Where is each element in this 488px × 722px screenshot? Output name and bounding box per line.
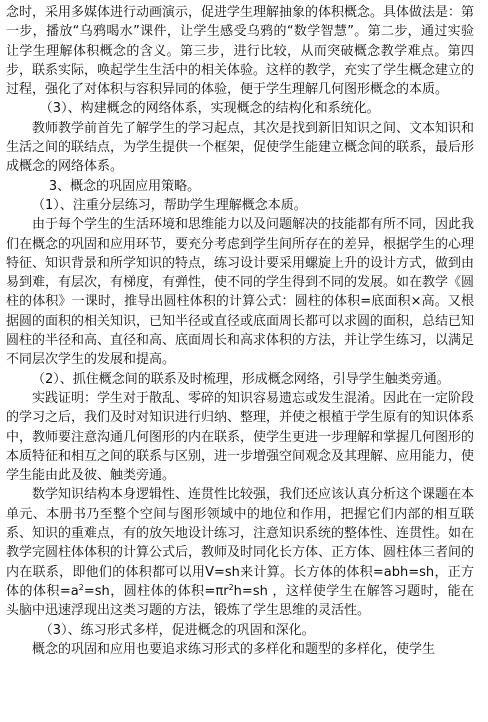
paragraph-multimedia-demo: 念时，采用多媒体进行动画演示，促进学生理解抽象的体积概念。具体做法是：第一步，播放“乌鸦喝水”课件，让学生感受乌鸦的“数学智慧”。第二步，通过实验让学生理解体积概念的含义。第三步，进行比较，从而突破概念教学难点。第四步，联系实际，唤起学生生活中的相关体验。这样的教学，充实了学生概念建立的过程，强化了对体积与容积异同的体验，便于学生理解几何图形概念的本质。 <box>6 5 475 98</box>
superscript-square-2: 2 <box>228 582 234 592</box>
heading-concept-connections: （2）、抓住概念间的联系及时梳理，形成概念网络，引导学生触类旁通。 <box>32 371 450 387</box>
paragraph-knowledge-structure <box>6 485 474 620</box>
volume-text-part-3: h=sh ，这样使学生在解答习题时，能在头脑中迅速浮现出这类习题的方法，锻炼了学生思维的灵活性。 <box>6 583 474 619</box>
heading-concept-network: （3）、构建概念的网络体系，实现概念的结构化和系统化。 <box>39 101 380 117</box>
heading-diverse-practice: （3）、练习形式多样，促进概念的巩固和深化。 <box>39 622 315 638</box>
paragraph-teacher-preparation: 教师教学前首先了解学生的学习起点，其次是找到新旧知识之间、文本知识和生活之间的联结点，为学生提供一个框架，促使学生能建立概念间的联系，最后形成概念的网络体系。 <box>6 120 475 175</box>
volume-text-part-1: 数学知识结构本身逻辑性、连贯性比较强，我们还应该认真分析这个课题在本单元、本册书乃至整个空间与图形领域中的地位和作用，把握它们内部的相互联系、知识的重难点，有的放矢地设计练习，注意知识系统的整体性、连贯性。如在教学完圆柱体体积的计算公式后，教师及时同化长方体、正方体、圆柱体三者间的内在联系，即他们的体积都可以用V=sh来计算。长方体的体积=abh=sh，正方体的体积=a <box>6 487 475 599</box>
paragraph-practice-forms: 概念的巩固和应用也要追求练习形式的多样化和题型的多样化，使学生 <box>32 641 436 657</box>
heading-consolidation-strategy: 3、概念的巩固应用策略。 <box>48 178 201 194</box>
superscript-square-1: 2 <box>78 582 84 592</box>
paragraph-student-differences: 由于每个学生的生活环境和思维能力以及问题解决的技能都有所不同，因此我们在概念的巩固和应用环节，要充分考虑到学生间所存在的差异，根据学生的心理特征、知识背景和所学知识的特点，练习设计要采用螺旋上升的设计方式，做到由易到难，有层次，有梯度，有弹性，使不同的学生得到不同的发展。如在教学《圆柱的体积》一课时，推导出圆柱体积的计算公式：圆柱的体积=底面积×高。又根据圆的面积的相关知识，已知半径或直径或底面周长都可以求圆的面积，总结已知圆柱的半径和高、直径和高、底面周长和高求体积的方法，并让学生练习，以满足不同层次学生的发展和提高。 <box>6 217 475 368</box>
paragraph-practice-evidence: 实践证明：学生对于散乱、零碎的知识容易遗忘或发生混淆。因此在一定阶段的学习之后，我们及时对知识进行归纳、整理，并使之根植于学生原有的知识体系中，教师要注意沟通几何图形的内在联系，使学生更进一步理解和掌握几何图形的本质特征和相互之间的联系与区别，进一步增强空间观念及其理解、应用能力，使学生能由此及彼、触类旁通。 <box>6 390 475 484</box>
heading-layered-practice: （1）、注重分层练习，帮助学生理解概念本质。 <box>32 197 307 213</box>
volume-text-part-2: =sh，圆柱体的体积=πr <box>83 583 229 599</box>
